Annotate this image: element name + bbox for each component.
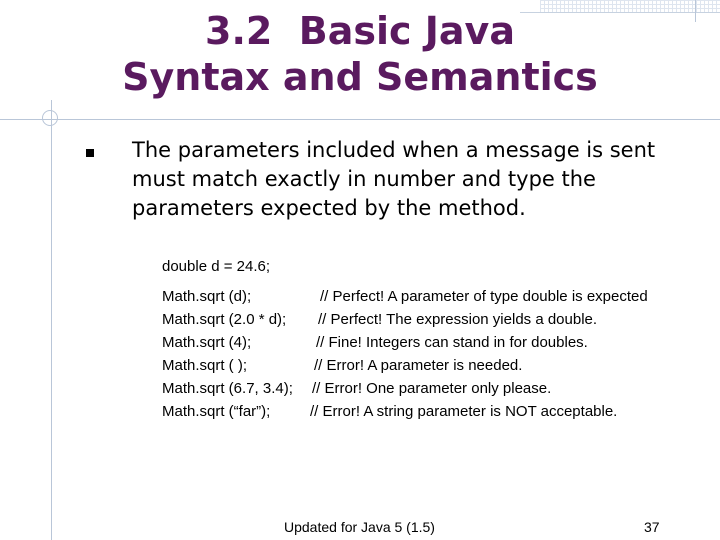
slide-title-line-2: Syntax and Semantics (122, 55, 598, 99)
code-statement: Math.sqrt (6.7, 3.4); (162, 380, 293, 397)
code-comment: // Error! A parameter is needed. (314, 357, 523, 374)
slide-title (60, 8, 660, 100)
code-comment: // Perfect! A parameter of type double is expected (320, 288, 648, 305)
code-declaration: double d = 24.6; (162, 258, 271, 275)
code-statement: Math.sqrt (2.0 * d); (162, 311, 287, 328)
code-comment: // Fine! Integers can stand in for doubles. (316, 334, 588, 351)
code-line (162, 334, 702, 357)
right-tick-decoration (695, 0, 696, 22)
code-statement: Math.sqrt (4); (162, 334, 252, 351)
slide-title-line-1: 3.2 Basic Java (205, 9, 515, 53)
code-line (162, 357, 702, 380)
bullet-square-icon (86, 149, 94, 157)
code-line (162, 403, 702, 426)
code-comment: // Error! One parameter only please. (312, 380, 552, 397)
title-rule-decoration (0, 119, 720, 120)
circle-decoration (42, 110, 58, 126)
page-number: 37 (644, 519, 660, 535)
left-rule-decoration (51, 100, 52, 540)
code-statement: Math.sqrt ( ); (162, 357, 248, 374)
code-statement: Math.sqrt (“far”); (162, 403, 271, 420)
code-comment: // Perfect! The expression yields a double. (318, 311, 598, 328)
code-line (162, 311, 702, 334)
code-statement: Math.sqrt (d); (162, 288, 252, 305)
code-line (162, 288, 702, 311)
code-comment: // Error! A string parameter is NOT acceptable. (310, 403, 618, 420)
slide-footer: Updated for Java 5 (1.5) (284, 519, 435, 535)
bullet-text: The parameters included when a message is sent must match exactly in number and type the parameters expected by the method. (132, 138, 656, 220)
code-line (162, 380, 702, 403)
